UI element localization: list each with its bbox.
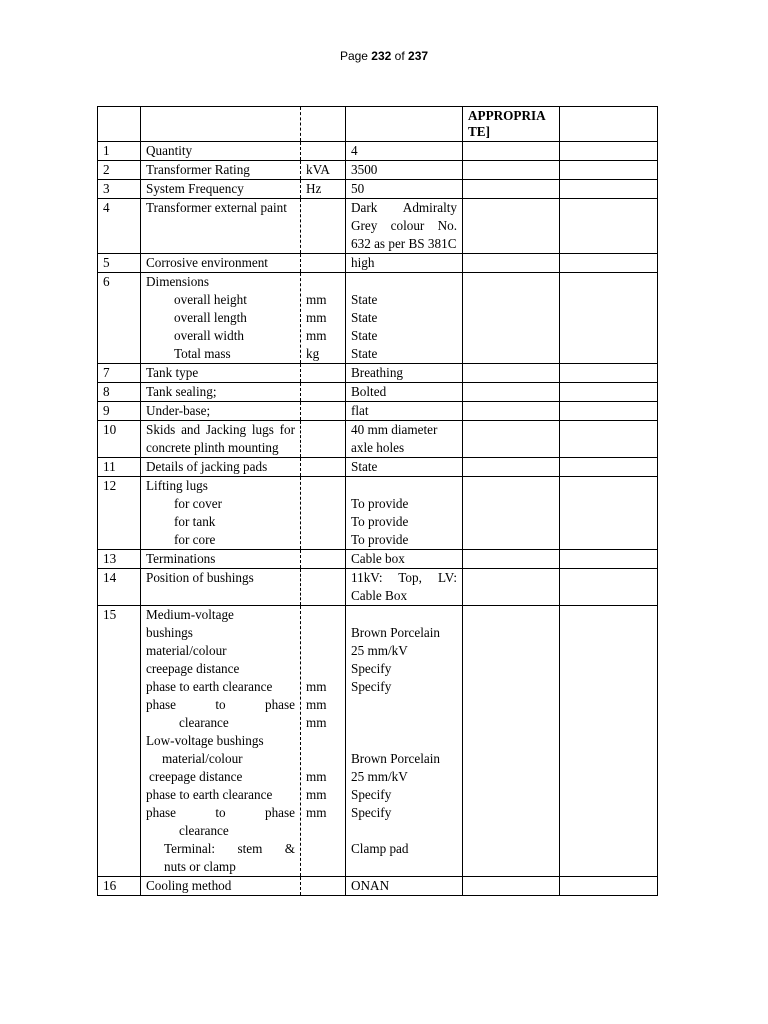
row-unit: kVA <box>301 161 346 180</box>
bushing-item: nuts or clamp <box>164 859 236 874</box>
bushing-item: clearance <box>179 823 229 838</box>
row-description: Terminations <box>141 550 301 569</box>
row-offered <box>560 458 658 477</box>
bushing-unit: mm <box>306 787 327 802</box>
dimensions-label: Dimensions <box>146 274 210 289</box>
dimension-value: State <box>351 346 378 361</box>
dimension-value: State <box>351 292 378 307</box>
row-value: Breathing <box>346 364 463 383</box>
row-offered <box>560 254 658 273</box>
row-offered <box>560 606 658 877</box>
dimension-unit: kg <box>306 346 320 361</box>
dimension-unit: mm <box>306 328 327 343</box>
row-offered <box>560 364 658 383</box>
header-cell-appropriate: APPROPRIA TE] <box>463 107 560 142</box>
row-number: 16 <box>98 877 141 896</box>
row-offered <box>560 421 658 458</box>
row-description: Skids and Jacking lugs for concrete plinth mounting <box>141 421 301 458</box>
row-value <box>346 606 463 877</box>
table-row <box>98 877 658 896</box>
dimension-item: overall height <box>174 292 247 307</box>
row-appropriate <box>463 569 560 606</box>
table-row <box>98 180 658 199</box>
bushing-value: 25 mm/kV <box>351 643 408 658</box>
row-number: 4 <box>98 199 141 254</box>
row-number: 11 <box>98 458 141 477</box>
row-appropriate <box>463 180 560 199</box>
table-row <box>98 383 658 402</box>
table-row <box>98 273 658 364</box>
row-offered <box>560 142 658 161</box>
bushing-value: Specify <box>351 805 392 820</box>
row-offered <box>560 383 658 402</box>
bushing-unit: mm <box>306 697 327 712</box>
row-description: Transformer Rating <box>141 161 301 180</box>
row-description <box>141 273 301 364</box>
table-row <box>98 364 658 383</box>
bushing-item: phase to earth clearance <box>146 787 273 802</box>
lifting-lugs-label: Lifting lugs <box>146 478 208 493</box>
row-appropriate <box>463 402 560 421</box>
row-unit <box>301 142 346 161</box>
bushing-item: phase to phase <box>146 697 295 712</box>
table-row <box>98 142 658 161</box>
row-appropriate <box>463 877 560 896</box>
row-value: 50 <box>346 180 463 199</box>
row-offered <box>560 402 658 421</box>
row-description <box>141 606 301 877</box>
dimension-value: State <box>351 310 378 325</box>
row-unit <box>301 273 346 364</box>
table-row <box>98 477 658 550</box>
bushing-value: Specify <box>351 679 392 694</box>
dimension-value: State <box>351 328 378 343</box>
row-appropriate <box>463 421 560 458</box>
bushing-heading: Low-voltage bushings <box>146 733 264 748</box>
row-number: 14 <box>98 569 141 606</box>
row-description <box>141 477 301 550</box>
row-description: Tank sealing; <box>141 383 301 402</box>
table-row <box>98 402 658 421</box>
row-appropriate <box>463 458 560 477</box>
lifting-lug-item: for tank <box>174 514 216 529</box>
table-row <box>98 421 658 458</box>
row-number: 7 <box>98 364 141 383</box>
row-number: 6 <box>98 273 141 364</box>
row-description: Cooling method <box>141 877 301 896</box>
bushing-value: Specify <box>351 787 392 802</box>
row-description: Transformer external paint <box>141 199 301 254</box>
table-row <box>98 199 658 254</box>
bushing-unit: mm <box>306 805 327 820</box>
row-value <box>346 477 463 550</box>
row-unit <box>301 477 346 550</box>
lifting-lug-item: for cover <box>174 496 222 511</box>
row-unit <box>301 877 346 896</box>
row-value: high <box>346 254 463 273</box>
dimension-item: overall length <box>174 310 247 325</box>
row-unit <box>301 254 346 273</box>
bushing-unit: mm <box>306 715 327 730</box>
bushing-item: Terminal: stem & <box>164 841 295 856</box>
row-number: 1 <box>98 142 141 161</box>
row-offered <box>560 273 658 364</box>
dimension-item: overall width <box>174 328 244 343</box>
row-offered <box>560 199 658 254</box>
bushing-value: 25 mm/kV <box>351 769 408 784</box>
row-appropriate <box>463 254 560 273</box>
lifting-lug-item: for core <box>174 532 216 547</box>
table-row <box>98 606 658 877</box>
row-appropriate <box>463 161 560 180</box>
row-description: Under-base; <box>141 402 301 421</box>
row-appropriate <box>463 606 560 877</box>
bushing-item: phase to earth clearance <box>146 679 273 694</box>
row-number: 9 <box>98 402 141 421</box>
header-cell-required <box>346 107 463 142</box>
row-unit <box>301 402 346 421</box>
row-number: 15 <box>98 606 141 877</box>
bushing-item: creepage distance <box>149 769 243 784</box>
row-description: Position of bushings <box>141 569 301 606</box>
row-offered <box>560 877 658 896</box>
row-unit <box>301 458 346 477</box>
bushing-value: Clamp pad <box>351 841 409 856</box>
row-description: Details of jacking pads <box>141 458 301 477</box>
row-unit <box>301 550 346 569</box>
table-row <box>98 161 658 180</box>
row-value: Bolted <box>346 383 463 402</box>
row-unit <box>301 606 346 877</box>
row-number: 13 <box>98 550 141 569</box>
table-row <box>98 254 658 273</box>
specification-table <box>97 106 658 896</box>
table-row <box>98 569 658 606</box>
row-value: 11kV: Top, LV: Cable Box <box>346 569 463 606</box>
row-appropriate <box>463 364 560 383</box>
dimension-unit: mm <box>306 292 327 307</box>
row-offered <box>560 161 658 180</box>
row-value <box>346 273 463 364</box>
row-description: Corrosive environment <box>141 254 301 273</box>
row-offered <box>560 550 658 569</box>
bushing-heading: Medium-voltage <box>146 607 234 622</box>
row-value: 40 mm diameter axle holes <box>346 421 463 458</box>
row-appropriate <box>463 142 560 161</box>
row-value: Cable box <box>346 550 463 569</box>
bushing-value: Brown Porcelain <box>351 751 440 766</box>
row-value: flat <box>346 402 463 421</box>
row-number: 5 <box>98 254 141 273</box>
row-unit <box>301 364 346 383</box>
row-number: 12 <box>98 477 141 550</box>
row-offered <box>560 477 658 550</box>
row-unit <box>301 383 346 402</box>
bushing-heading: bushings <box>146 625 193 640</box>
row-offered <box>560 569 658 606</box>
row-unit <box>301 569 346 606</box>
bushing-unit: mm <box>306 679 327 694</box>
row-value: State <box>346 458 463 477</box>
row-value: ONAN <box>346 877 463 896</box>
row-value: 4 <box>346 142 463 161</box>
table-row <box>98 458 658 477</box>
row-appropriate <box>463 477 560 550</box>
row-description: Tank type <box>141 364 301 383</box>
row-unit <box>301 421 346 458</box>
lifting-lug-value: To provide <box>351 496 409 511</box>
header-cell-no <box>98 107 141 142</box>
row-offered <box>560 180 658 199</box>
table-header-row <box>98 107 658 142</box>
row-appropriate <box>463 273 560 364</box>
row-number: 8 <box>98 383 141 402</box>
bushing-unit: mm <box>306 769 327 784</box>
table-row <box>98 550 658 569</box>
row-appropriate <box>463 383 560 402</box>
header-cell-unit <box>301 107 346 142</box>
bushing-value: Brown Porcelain <box>351 625 440 640</box>
bushing-item: creepage distance <box>146 661 240 676</box>
row-value: 3500 <box>346 161 463 180</box>
row-appropriate <box>463 199 560 254</box>
row-unit <box>301 199 346 254</box>
header-cell-offered <box>560 107 658 142</box>
bushing-item: phase to phase <box>146 805 295 820</box>
row-appropriate <box>463 550 560 569</box>
bushing-value: Specify <box>351 661 392 676</box>
dimension-unit: mm <box>306 310 327 325</box>
bushing-item: material/colour <box>146 643 227 658</box>
row-description: System Frequency <box>141 180 301 199</box>
row-number: 3 <box>98 180 141 199</box>
row-value: Dark Admiralty Grey colour No. 632 as per BS 381C <box>346 199 463 254</box>
header-cell-description <box>141 107 301 142</box>
dimension-item: Total mass <box>174 346 231 361</box>
lifting-lug-value: To provide <box>351 514 409 529</box>
lifting-lug-value: To provide <box>351 532 409 547</box>
row-number: 2 <box>98 161 141 180</box>
row-description: Quantity <box>141 142 301 161</box>
row-unit: Hz <box>301 180 346 199</box>
row-number: 10 <box>98 421 141 458</box>
bushing-item: material/colour <box>162 751 243 766</box>
page-number: Page 232 of 237 <box>339 49 429 63</box>
bushing-item: clearance <box>179 715 229 730</box>
